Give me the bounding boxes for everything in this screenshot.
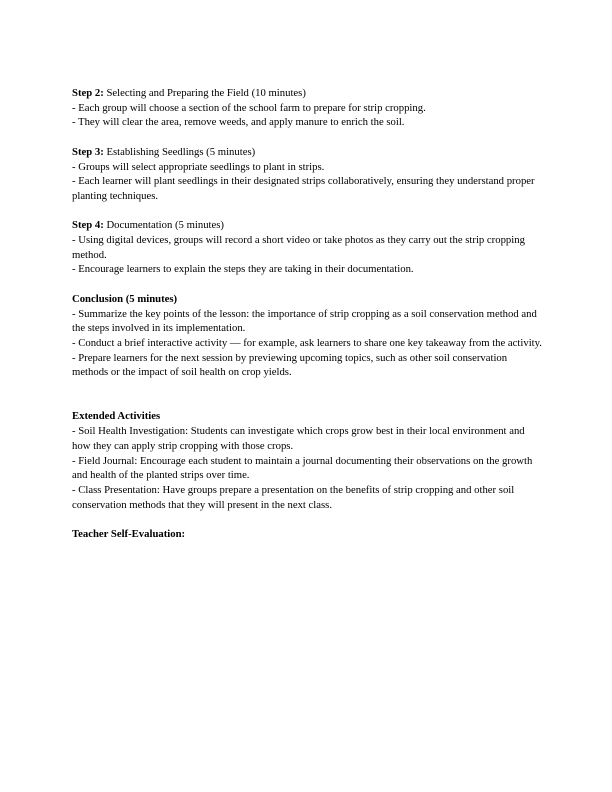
step-2-line: - Each group will choose a section of the school farm to prepare for strip cropping.: [72, 101, 426, 114]
document-page: [72, 86, 542, 556]
step-3-line: - Groups will select appropriate seedlings to plant in strips.: [72, 160, 325, 173]
step-3-title: Establishing Seedlings (5 minutes): [103, 145, 256, 158]
step-3-label: Step 3:: [72, 145, 104, 158]
step-3-heading: [72, 145, 542, 160]
spacer: [72, 395, 542, 410]
conclusion-line: - Summarize the key points of the lesson: the importance of strip cropping as a soil conservation method and the steps involved in its implementation.: [72, 307, 537, 335]
extended-activity-line: - Field Journal: Encourage each student to maintain a journal documenting their observations on the growth and health of the planted strips over time.: [72, 454, 533, 482]
step-2-heading: [72, 86, 542, 101]
step-3-section: [72, 145, 542, 204]
step-3-line: - Each learner will plant seedlings in their designated strips collaboratively, ensuring they understand proper planting techniques.: [72, 175, 535, 202]
step-2-label: Step 2:: [72, 87, 104, 99]
conclusion-section: [72, 292, 542, 380]
extended-activity-line: - Soil Health Investigation: Students can investigate which crops grow best in their local environment and how they can apply strip cropping with those crops.: [72, 425, 525, 452]
self-evaluation-section: [72, 527, 542, 542]
step-4-title: Documentation (5 minutes): [103, 219, 224, 232]
step-4-section: [72, 218, 542, 277]
step-2-line: - They will clear the area, remove weeds, and apply manure to enrich the soil.: [72, 116, 405, 129]
step-2-section: [72, 86, 542, 130]
step-4-label: Step 4:: [72, 219, 104, 232]
extended-activities-heading: Extended Activities: [72, 410, 161, 423]
step-4-line: - Encourage learners to explain the steps they are taking in their documentation.: [72, 263, 414, 276]
conclusion-line: - Prepare learners for the next session by previewing upcoming topics, such as other soil conservation methods or the impact of soil health on crop yields.: [72, 351, 508, 379]
extended-activity-line: - Class Presentation: Have groups prepare a presentation on the benefits of strip cropping and other soil conservation methods that they will present in the next class.: [72, 483, 515, 511]
conclusion-line: - Conduct a brief interactive activity — for example, ask learners to share one key takeaway from the activity.: [72, 336, 542, 349]
extended-activities-section: [72, 409, 542, 512]
step-4-heading: [72, 218, 542, 233]
conclusion-heading: Conclusion (5 minutes): [72, 292, 178, 305]
self-evaluation-heading: Teacher Self-Evaluation:: [72, 528, 186, 540]
step-2-title: Selecting and Preparing the Field (10 minutes): [103, 87, 306, 99]
step-4-line: - Using digital devices, groups will record a short video or take photos as they carry out the strip cropping method.: [72, 234, 525, 261]
